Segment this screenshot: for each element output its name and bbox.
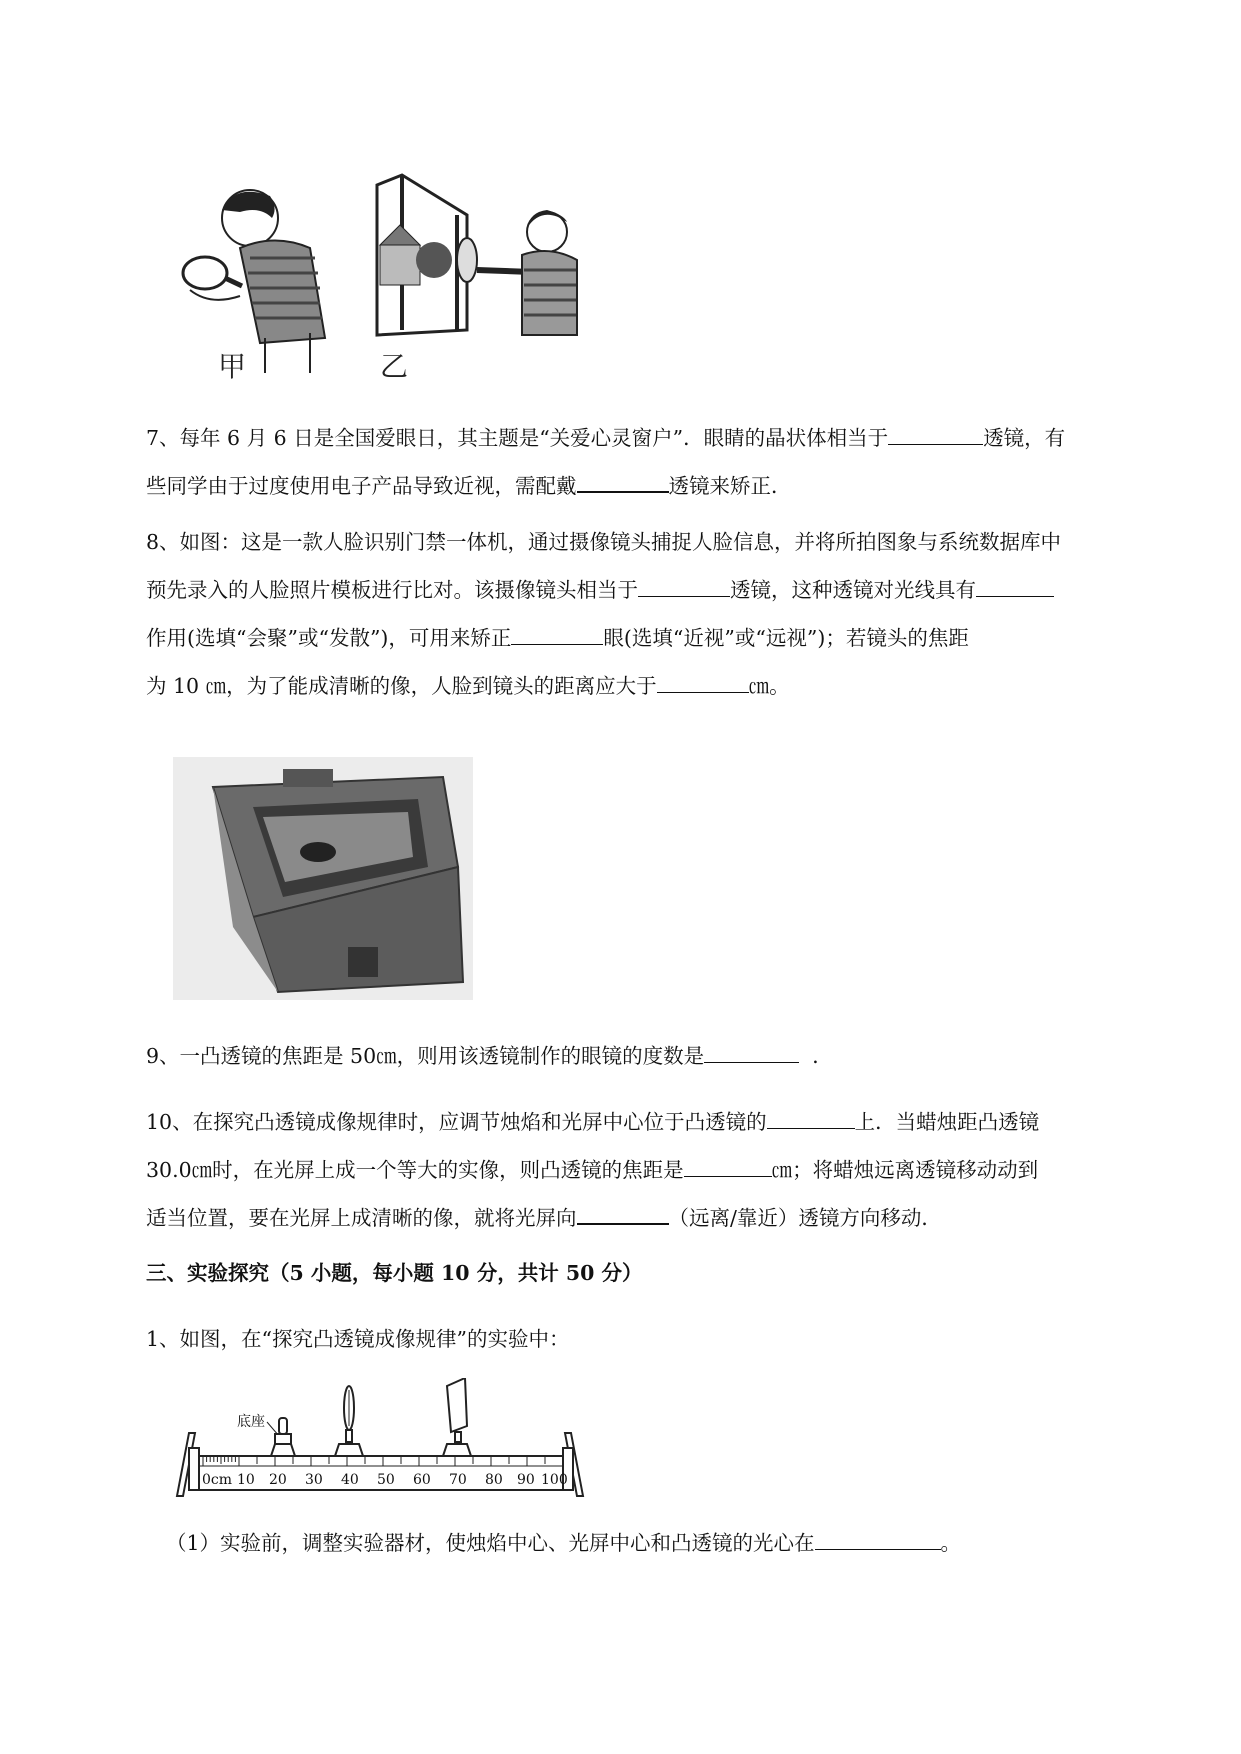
q9-text-2: ． xyxy=(812,1044,833,1068)
bench-tick-20: 20 xyxy=(269,1472,287,1488)
q8-text-1: 8、如图：这是一款人脸识别门禁一体机，通过摄像镜头捕捉人脸信息，并将所拍图象与系统数据库中 xyxy=(146,530,1062,554)
q9-blank-1[interactable] xyxy=(704,1040,799,1063)
q10-blank-2[interactable] xyxy=(684,1154,772,1177)
bench-tick-60: 60 xyxy=(413,1472,431,1488)
q10-text-5: 适当位置，要在光屏上成清晰的像，就将光屏向 xyxy=(146,1206,577,1230)
bench-tick-10: 10 xyxy=(237,1472,255,1488)
q7-blank-2[interactable] xyxy=(577,469,669,493)
q8-blank-2[interactable] xyxy=(976,574,1054,597)
question-7 xyxy=(146,414,1146,510)
exp1-sub1-end: 。 xyxy=(940,1531,962,1555)
bench-base-label: 底座 xyxy=(237,1414,265,1430)
q7-blank-1[interactable] xyxy=(888,422,983,445)
bench-tick-50: 50 xyxy=(377,1472,395,1488)
bench-tick-100: 100 xyxy=(541,1472,568,1488)
bench-tick-40: 40 xyxy=(341,1472,359,1488)
figure-caption-jia: 甲 xyxy=(218,350,247,383)
experiment-1-intro: 1、如图，在“探究凸透镜成像规律”的实验中： xyxy=(146,1327,570,1351)
light-screen-icon xyxy=(443,1378,471,1456)
q8-blank-1[interactable] xyxy=(638,574,730,597)
figure-face-recognition-machine xyxy=(173,757,473,1000)
bench-tick-0: 0cm xyxy=(202,1472,233,1488)
figure-optical-bench xyxy=(175,1378,605,1503)
candle-icon xyxy=(271,1418,295,1456)
q10-text-6: （远离/靠近）透镜方向移动． xyxy=(668,1206,942,1230)
figure-lens-window-boy xyxy=(372,170,587,370)
experiment-1-sub-1 xyxy=(166,1526,961,1556)
q9-text-1: 9、一凸透镜的焦距是 50㎝，则用该透镜制作的眼镜的度数是 xyxy=(146,1044,705,1068)
q8-blank-3[interactable] xyxy=(511,622,603,645)
q8-text-6: 为 10 ㎝，为了能成清晰的像，人脸到镜头的距离应大于 xyxy=(146,674,657,698)
figure-caption-yi: 乙 xyxy=(380,350,409,383)
q8-text-2: 预先录入的人脸照片模板进行比对。该摄像镜头相当于 xyxy=(146,578,638,602)
bench-tick-30: 30 xyxy=(305,1472,323,1488)
q7-text-3: 些同学由于过度使用电子产品导致近视，需配戴 xyxy=(146,474,577,498)
q8-text-4: 作用(选填“会聚”或“发散”)，可用来矫正 xyxy=(146,626,512,650)
exp1-sub1-blank[interactable] xyxy=(815,1527,941,1550)
q10-text-3: 30.0㎝时，在光屏上成一个等大的实像，则凸透镜的焦距是 xyxy=(146,1158,684,1182)
section-3-heading: 三、实验探究（5 小题，每小题 10 分，共计 50 分） xyxy=(146,1261,643,1285)
q10-blank-1[interactable] xyxy=(767,1106,855,1129)
q7-text-4: 透镜来矫正． xyxy=(668,474,792,498)
bench-tick-90: 90 xyxy=(517,1472,535,1488)
q10-blank-3[interactable] xyxy=(577,1201,669,1225)
q8-text-5: 眼(选填“近视”或“远视”)；若镜头的焦距 xyxy=(603,626,969,650)
question-10 xyxy=(146,1098,1146,1242)
q10-text-2: 上．当蜡烛距凸透镜 xyxy=(854,1110,1040,1134)
q8-text-3: 透镜，这种透镜对光线具有 xyxy=(730,578,976,602)
figure-magnifier-boy xyxy=(180,178,360,378)
question-8 xyxy=(146,518,1146,710)
convex-lens-icon xyxy=(335,1386,363,1456)
q7-text-2: 透镜，有 xyxy=(983,426,1066,450)
q8-text-7: ㎝。 xyxy=(748,674,790,698)
question-9 xyxy=(146,1032,1146,1080)
q10-text-4: ㎝；将蜡烛远离透镜移动动到 xyxy=(771,1158,1039,1182)
q8-blank-4[interactable] xyxy=(657,670,749,693)
q7-text-1: 7、每年 6 月 6 日是全国爱眼日，其主题是“关爱心灵窗户”．眼睛的晶状体相当于 xyxy=(146,426,889,450)
bench-tick-80: 80 xyxy=(485,1472,503,1488)
bench-tick-70: 70 xyxy=(449,1472,467,1488)
exp1-sub1-text: （1）实验前，调整实验器材，使烛焰中心、光屏中心和凸透镜的光心在 xyxy=(166,1531,815,1555)
q10-text-1: 10、在探究凸透镜成像规律时，应调节烛焰和光屏中心位于凸透镜的 xyxy=(146,1110,767,1134)
